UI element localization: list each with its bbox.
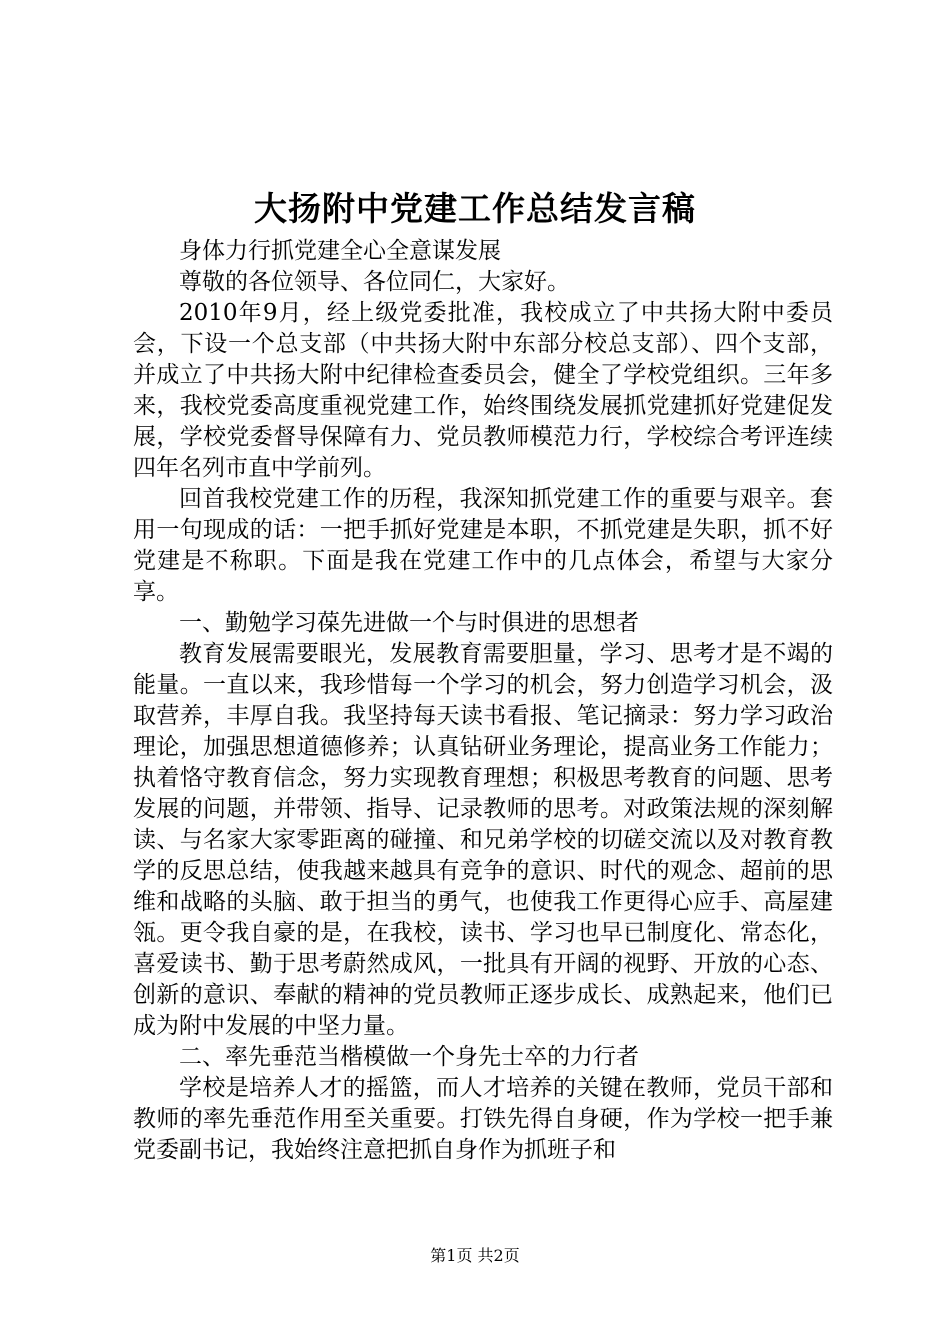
- body-paragraph: 回首我校党建工作的历程，我深知抓党建工作的重要与艰辛。套用一句现成的话：一把手抓好党建是本职，不抓党建是失职，抓不好党建是不称职。下面是我在党建工作中的几点体会，希望与大家分享。: [133, 486, 833, 605]
- body-paragraph: 学校是培养人才的摇篮，而人才培养的关键在教师，党员干部和教师的率先垂范作用至关重要。打铁先得自身硬，作为学校一把手兼党委副书记，我始终注意把抓自身作为抓班子和: [133, 1075, 833, 1163]
- subtitle-paragraph: 身体力行抓党建全心全意谋发展: [179, 238, 501, 264]
- document-body: [133, 236, 833, 1166]
- document-title: 大扬附中党建工作总结发言稿: [254, 189, 696, 228]
- section-heading: 二、率先垂范当楷模做一个身先士卒的力行者: [179, 1044, 639, 1070]
- greeting-paragraph: 尊敬的各位领导、各位同仁，大家好。: [179, 269, 570, 295]
- body-paragraph: 2010年9月，经上级党委批准，我校成立了中共扬大附中委员会，下设一个总支部（中共扬大附中东部分校总支部）、四个支部，并成立了中共扬大附中纪律检查委员会，健全了学校党组织。三年多来，我校党委高度重视党建工作，始终围绕发展抓党建抓好党建促发展，学校党委督导保障有力、党员教师模范力行，学校综合考评连续四年名列市直中学前列。: [133, 300, 833, 481]
- section-heading: 一、勤勉学习葆先进做一个与时俱进的思想者: [179, 610, 639, 636]
- body-paragraph: 教育发展需要眼光，发展教育需要胆量，学习、思考才是不竭的能量。一直以来，我珍惜每一个学习的机会，努力创造学习机会，汲取营养，丰厚自我。我坚持每天读书看报、笔记摘录：努力学习政治理论，加强思想道德修养；认真钻研业务理论，提高业务工作能力；执着恪守教育信念，努力实现教育理想；积极思考教育的问题、思考发展的问题，并带领、指导、记录教师的思考。对政策法规的深刻解读、与名家大家零距离的碰撞、和兄弟学校的切磋交流以及对教育教学的反思总结，使我越来越具有竞争的意识、时代的观念、超前的思维和战略的头脑、敢于担当的勇气，也使我工作更得心应手、高屋建瓴。更令我自豪的是，在我校，读书、学习也早已制度化、常态化，喜爱读书、勤于思考蔚然成风，一批具有开阔的视野、开放的心态、创新的意识、奉献的精神的党员教师正逐步成长、成熟起来，他们已成为附中发展的中坚力量。: [133, 641, 833, 1039]
- page-number-footer: 第1页 共2页: [430, 1246, 520, 1265]
